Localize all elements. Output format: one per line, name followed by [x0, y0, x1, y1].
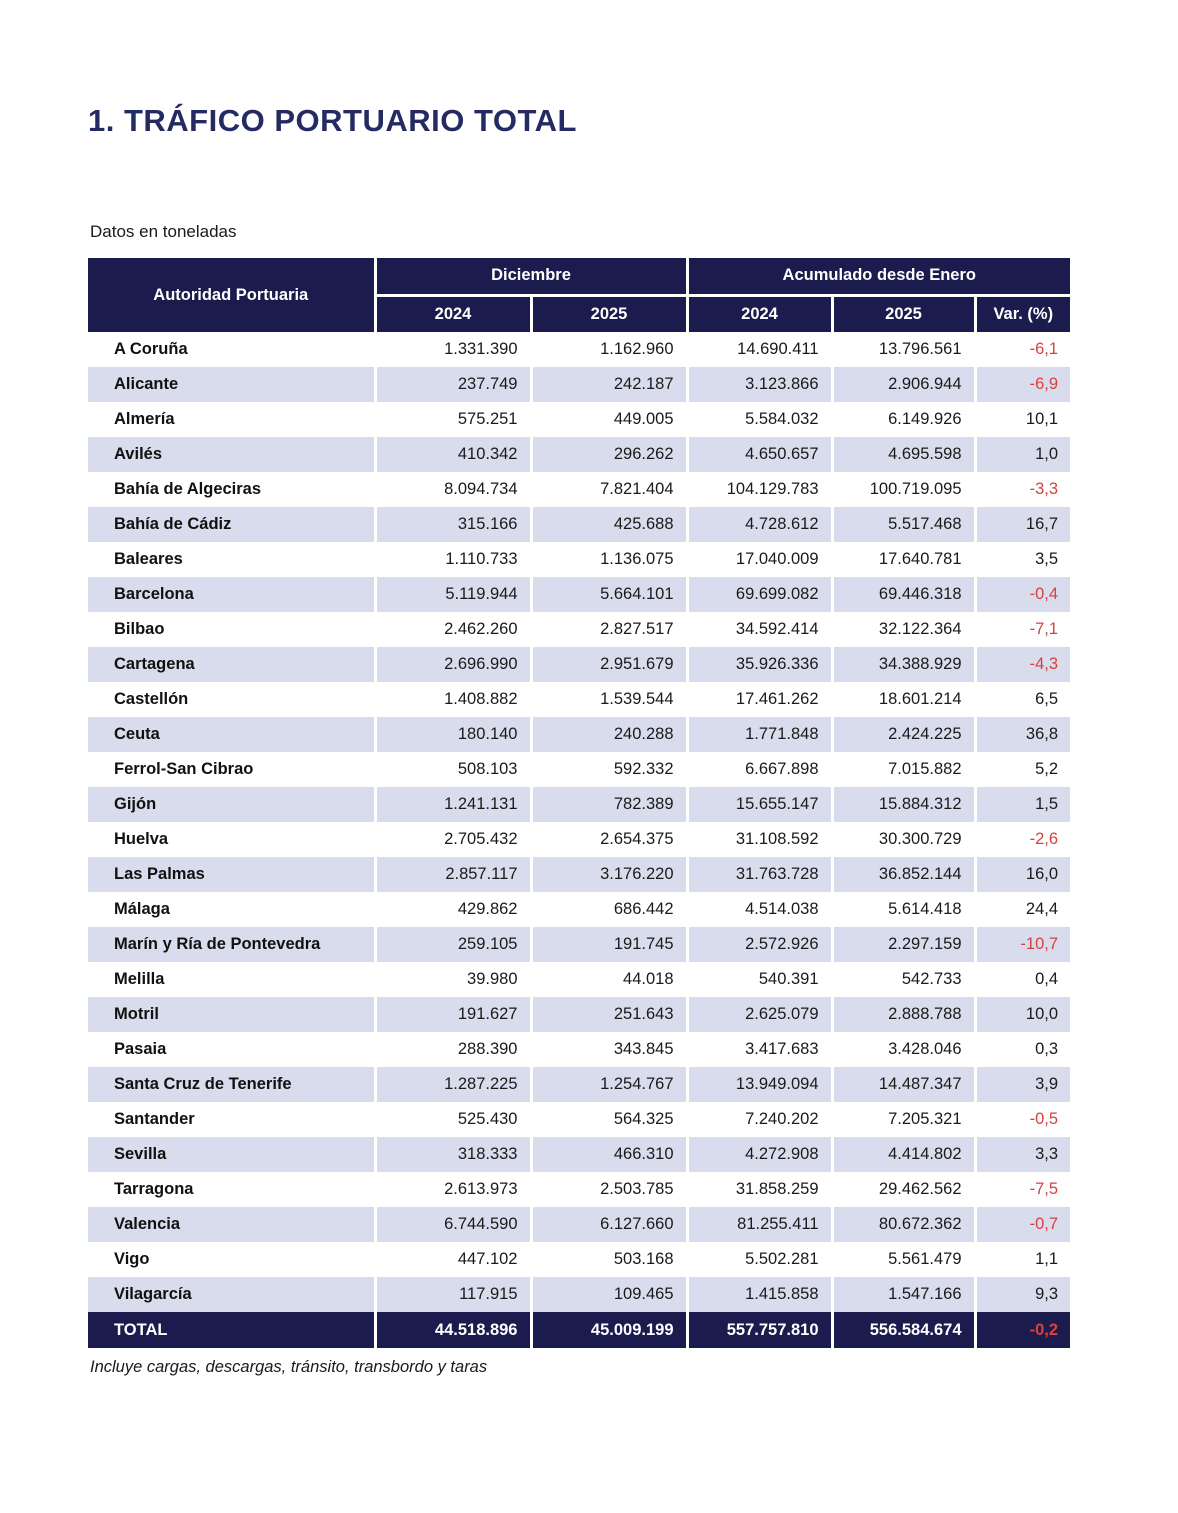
- port-name: Alicante: [88, 367, 375, 402]
- port-name: Gijón: [88, 787, 375, 822]
- value-cell: 318.333: [375, 1137, 531, 1172]
- value-cell: 6.127.660: [531, 1207, 687, 1242]
- value-cell: 686.442: [531, 892, 687, 927]
- value-cell: 237.749: [375, 367, 531, 402]
- port-name: Almería: [88, 402, 375, 437]
- value-cell: 3.123.866: [687, 367, 832, 402]
- table-row: [88, 647, 1070, 682]
- value-cell: 575.251: [375, 402, 531, 437]
- port-name: Bahía de Algeciras: [88, 472, 375, 507]
- variation-cell: 3,9: [975, 1067, 1070, 1102]
- value-cell: 542.733: [832, 962, 975, 997]
- table-footer: [88, 1312, 1070, 1348]
- value-cell: 2.696.990: [375, 647, 531, 682]
- port-name: Melilla: [88, 962, 375, 997]
- value-cell: 7.205.321: [832, 1102, 975, 1137]
- table-row: [88, 402, 1070, 437]
- total-dec-2024: 44.518.896: [375, 1312, 531, 1348]
- table-footnote: Incluye cargas, descargas, tránsito, transbordo y taras: [90, 1358, 488, 1376]
- value-cell: 15.655.147: [687, 787, 832, 822]
- variation-cell: 5,2: [975, 752, 1070, 787]
- value-cell: 5.584.032: [687, 402, 832, 437]
- value-cell: 191.745: [531, 927, 687, 962]
- value-cell: 69.699.082: [687, 577, 832, 612]
- value-cell: 240.288: [531, 717, 687, 752]
- port-name: Vilagarcía: [88, 1277, 375, 1312]
- table-row: [88, 962, 1070, 997]
- value-cell: 1.547.166: [832, 1277, 975, 1312]
- value-cell: 7.240.202: [687, 1102, 832, 1137]
- port-name: Baleares: [88, 542, 375, 577]
- value-cell: 1.415.858: [687, 1277, 832, 1312]
- value-cell: 425.688: [531, 507, 687, 542]
- table-row: [88, 1172, 1070, 1207]
- table-row: [88, 1277, 1070, 1312]
- value-cell: 315.166: [375, 507, 531, 542]
- value-cell: 44.018: [531, 962, 687, 997]
- value-cell: 4.695.598: [832, 437, 975, 472]
- table-row: [88, 717, 1070, 752]
- port-name: Málaga: [88, 892, 375, 927]
- table-row: [88, 857, 1070, 892]
- header-port-authority: Autoridad Portuaria: [88, 258, 375, 332]
- value-cell: 14.690.411: [687, 332, 832, 367]
- port-name: Santander: [88, 1102, 375, 1137]
- value-cell: 6.744.590: [375, 1207, 531, 1242]
- table-header: [88, 258, 1070, 332]
- value-cell: 296.262: [531, 437, 687, 472]
- header-dec-2024: 2024: [375, 295, 531, 332]
- value-cell: 30.300.729: [832, 822, 975, 857]
- value-cell: 14.487.347: [832, 1067, 975, 1102]
- total-dec-2025: 45.009.199: [531, 1312, 687, 1348]
- variation-cell: -6,9: [975, 367, 1070, 402]
- value-cell: 5.517.468: [832, 507, 975, 542]
- value-cell: 564.325: [531, 1102, 687, 1137]
- variation-cell: 36,8: [975, 717, 1070, 752]
- value-cell: 15.884.312: [832, 787, 975, 822]
- table-row: [88, 437, 1070, 472]
- table-row: [88, 1102, 1070, 1137]
- variation-cell: 0,4: [975, 962, 1070, 997]
- value-cell: 1.110.733: [375, 542, 531, 577]
- value-cell: 2.297.159: [832, 927, 975, 962]
- value-cell: 1.162.960: [531, 332, 687, 367]
- variation-cell: 16,0: [975, 857, 1070, 892]
- total-row: [88, 1312, 1070, 1348]
- value-cell: 39.980: [375, 962, 531, 997]
- value-cell: 3.176.220: [531, 857, 687, 892]
- value-cell: 7.015.882: [832, 752, 975, 787]
- port-name: Huelva: [88, 822, 375, 857]
- table-row: [88, 367, 1070, 402]
- value-cell: 5.614.418: [832, 892, 975, 927]
- value-cell: 31.108.592: [687, 822, 832, 857]
- table-row: [88, 1242, 1070, 1277]
- value-cell: 180.140: [375, 717, 531, 752]
- value-cell: 5.561.479: [832, 1242, 975, 1277]
- value-cell: 251.643: [531, 997, 687, 1032]
- value-cell: 782.389: [531, 787, 687, 822]
- value-cell: 1.287.225: [375, 1067, 531, 1102]
- value-cell: 13.796.561: [832, 332, 975, 367]
- value-cell: 17.640.781: [832, 542, 975, 577]
- variation-cell: -10,7: [975, 927, 1070, 962]
- table-row: [88, 787, 1070, 822]
- variation-cell: 3,3: [975, 1137, 1070, 1172]
- value-cell: 29.462.562: [832, 1172, 975, 1207]
- port-name: Tarragona: [88, 1172, 375, 1207]
- value-cell: 5.119.944: [375, 577, 531, 612]
- port-name: Avilés: [88, 437, 375, 472]
- value-cell: 1.254.767: [531, 1067, 687, 1102]
- value-cell: 2.424.225: [832, 717, 975, 752]
- value-cell: 449.005: [531, 402, 687, 437]
- variation-cell: -0,5: [975, 1102, 1070, 1137]
- variation-cell: -7,1: [975, 612, 1070, 647]
- variation-cell: 10,1: [975, 402, 1070, 437]
- variation-cell: -2,6: [975, 822, 1070, 857]
- value-cell: 4.514.038: [687, 892, 832, 927]
- value-cell: 8.094.734: [375, 472, 531, 507]
- value-cell: 429.862: [375, 892, 531, 927]
- total-label: TOTAL: [88, 1312, 375, 1348]
- value-cell: 6.667.898: [687, 752, 832, 787]
- variation-cell: -4,3: [975, 647, 1070, 682]
- value-cell: 5.502.281: [687, 1242, 832, 1277]
- value-cell: 4.728.612: [687, 507, 832, 542]
- port-name: Castellón: [88, 682, 375, 717]
- value-cell: 17.461.262: [687, 682, 832, 717]
- total-acum-2025: 556.584.674: [832, 1312, 975, 1348]
- port-name: Ceuta: [88, 717, 375, 752]
- port-name: Bahía de Cádiz: [88, 507, 375, 542]
- table-row: [88, 577, 1070, 612]
- variation-cell: 10,0: [975, 997, 1070, 1032]
- value-cell: 3.428.046: [832, 1032, 975, 1067]
- value-cell: 2.951.679: [531, 647, 687, 682]
- header-variation: Var. (%): [975, 295, 1070, 332]
- table-row: [88, 997, 1070, 1032]
- table-row: [88, 822, 1070, 857]
- value-cell: 35.926.336: [687, 647, 832, 682]
- value-cell: 4.414.802: [832, 1137, 975, 1172]
- port-name: Barcelona: [88, 577, 375, 612]
- port-name: Sevilla: [88, 1137, 375, 1172]
- value-cell: 31.858.259: [687, 1172, 832, 1207]
- table-row: [88, 927, 1070, 962]
- value-cell: 242.187: [531, 367, 687, 402]
- table-row: [88, 682, 1070, 717]
- value-cell: 2.625.079: [687, 997, 832, 1032]
- value-cell: 4.272.908: [687, 1137, 832, 1172]
- value-cell: 288.390: [375, 1032, 531, 1067]
- value-cell: 525.430: [375, 1102, 531, 1137]
- table-row: [88, 472, 1070, 507]
- port-name: Marín y Ría de Pontevedra: [88, 927, 375, 962]
- table-body: [88, 332, 1070, 1312]
- variation-cell: 9,3: [975, 1277, 1070, 1312]
- units-note: Datos en toneladas: [90, 222, 237, 241]
- port-name: Las Palmas: [88, 857, 375, 892]
- value-cell: 2.906.944: [832, 367, 975, 402]
- value-cell: 2.503.785: [531, 1172, 687, 1207]
- value-cell: 343.845: [531, 1032, 687, 1067]
- value-cell: 4.650.657: [687, 437, 832, 472]
- table-row: [88, 612, 1070, 647]
- port-name: Valencia: [88, 1207, 375, 1242]
- value-cell: 13.949.094: [687, 1067, 832, 1102]
- variation-cell: 3,5: [975, 542, 1070, 577]
- variation-cell: -0,7: [975, 1207, 1070, 1242]
- value-cell: 1.539.544: [531, 682, 687, 717]
- header-acum-2025: 2025: [832, 295, 975, 332]
- value-cell: 1.136.075: [531, 542, 687, 577]
- header-dec-2025: 2025: [531, 295, 687, 332]
- value-cell: 466.310: [531, 1137, 687, 1172]
- value-cell: 36.852.144: [832, 857, 975, 892]
- value-cell: 2.572.926: [687, 927, 832, 962]
- value-cell: 80.672.362: [832, 1207, 975, 1242]
- total-acum-2024: 557.757.810: [687, 1312, 832, 1348]
- header-group-december: Diciembre: [375, 258, 687, 295]
- value-cell: 69.446.318: [832, 577, 975, 612]
- variation-cell: 1,5: [975, 787, 1070, 822]
- table-row: [88, 1067, 1070, 1102]
- value-cell: 1.241.131: [375, 787, 531, 822]
- value-cell: 592.332: [531, 752, 687, 787]
- table-row: [88, 1032, 1070, 1067]
- value-cell: 2.462.260: [375, 612, 531, 647]
- table-row: [88, 892, 1070, 927]
- variation-cell: -7,5: [975, 1172, 1070, 1207]
- port-name: Vigo: [88, 1242, 375, 1277]
- value-cell: 31.763.728: [687, 857, 832, 892]
- value-cell: 100.719.095: [832, 472, 975, 507]
- table-row: [88, 332, 1070, 367]
- value-cell: 508.103: [375, 752, 531, 787]
- value-cell: 2.888.788: [832, 997, 975, 1032]
- port-name: Motril: [88, 997, 375, 1032]
- value-cell: 117.915: [375, 1277, 531, 1312]
- port-name: Bilbao: [88, 612, 375, 647]
- port-name: A Coruña: [88, 332, 375, 367]
- port-name: Cartagena: [88, 647, 375, 682]
- value-cell: 259.105: [375, 927, 531, 962]
- value-cell: 17.040.009: [687, 542, 832, 577]
- value-cell: 1.408.882: [375, 682, 531, 717]
- value-cell: 18.601.214: [832, 682, 975, 717]
- value-cell: 1.771.848: [687, 717, 832, 752]
- value-cell: 410.342: [375, 437, 531, 472]
- port-name: Ferrol-San Cibrao: [88, 752, 375, 787]
- value-cell: 34.388.929: [832, 647, 975, 682]
- variation-cell: -0,4: [975, 577, 1070, 612]
- value-cell: 81.255.411: [687, 1207, 832, 1242]
- value-cell: 540.391: [687, 962, 832, 997]
- variation-cell: 0,3: [975, 1032, 1070, 1067]
- value-cell: 447.102: [375, 1242, 531, 1277]
- table-row: [88, 507, 1070, 542]
- table-row: [88, 1137, 1070, 1172]
- value-cell: 5.664.101: [531, 577, 687, 612]
- value-cell: 3.417.683: [687, 1032, 832, 1067]
- value-cell: 191.627: [375, 997, 531, 1032]
- value-cell: 6.149.926: [832, 402, 975, 437]
- variation-cell: 6,5: [975, 682, 1070, 717]
- value-cell: 2.654.375: [531, 822, 687, 857]
- value-cell: 2.705.432: [375, 822, 531, 857]
- header-group-accumulated: Acumulado desde Enero: [687, 258, 1070, 295]
- value-cell: 503.168: [531, 1242, 687, 1277]
- port-traffic-table: [88, 258, 1070, 1348]
- page-title: 1. TRÁFICO PORTUARIO TOTAL: [88, 103, 577, 138]
- value-cell: 104.129.783: [687, 472, 832, 507]
- value-cell: 109.465: [531, 1277, 687, 1312]
- total-variation: -0,2: [975, 1312, 1070, 1348]
- table-row: [88, 542, 1070, 577]
- port-name: Santa Cruz de Tenerife: [88, 1067, 375, 1102]
- variation-cell: -3,3: [975, 472, 1070, 507]
- table-row: [88, 1207, 1070, 1242]
- header-acum-2024: 2024: [687, 295, 832, 332]
- variation-cell: 16,7: [975, 507, 1070, 542]
- value-cell: 2.827.517: [531, 612, 687, 647]
- table-row: [88, 752, 1070, 787]
- value-cell: 32.122.364: [832, 612, 975, 647]
- value-cell: 2.613.973: [375, 1172, 531, 1207]
- variation-cell: -6,1: [975, 332, 1070, 367]
- value-cell: 7.821.404: [531, 472, 687, 507]
- port-name: Pasaia: [88, 1032, 375, 1067]
- value-cell: 34.592.414: [687, 612, 832, 647]
- variation-cell: 1,0: [975, 437, 1070, 472]
- value-cell: 2.857.117: [375, 857, 531, 892]
- variation-cell: 24,4: [975, 892, 1070, 927]
- variation-cell: 1,1: [975, 1242, 1070, 1277]
- value-cell: 1.331.390: [375, 332, 531, 367]
